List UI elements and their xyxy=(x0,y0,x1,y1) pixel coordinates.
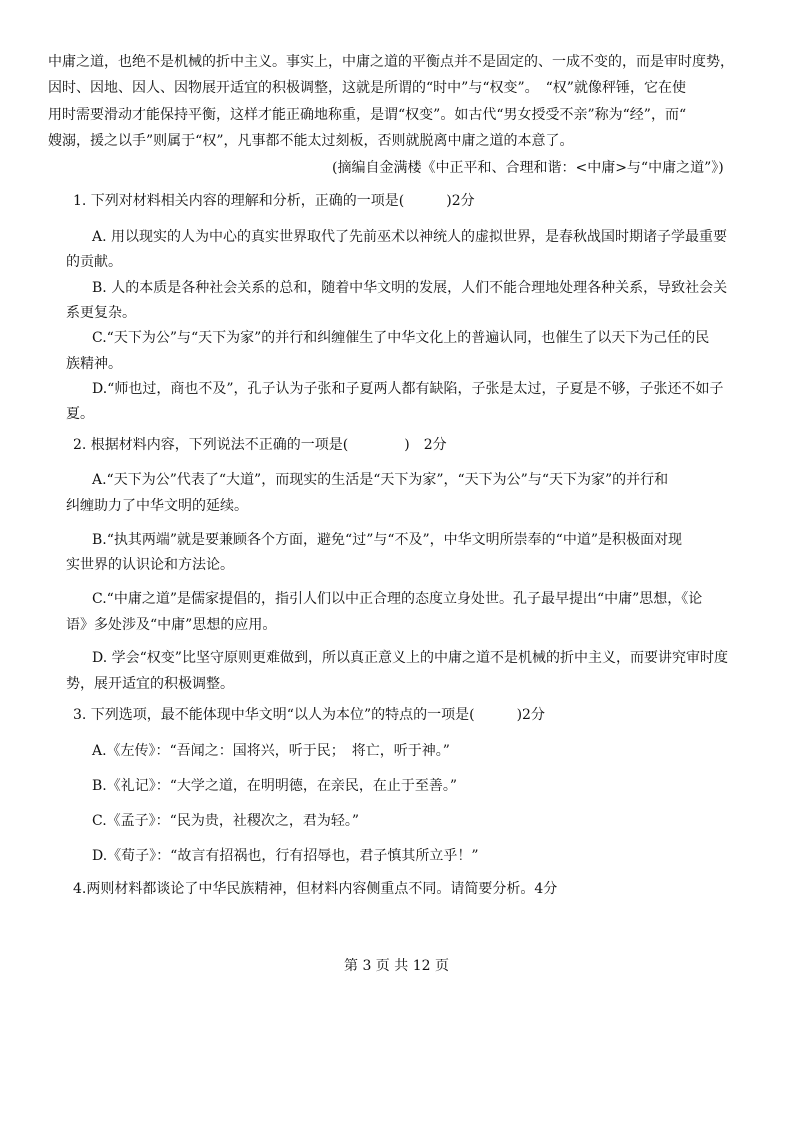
intro-line-1: 中庸之道，也绝不是机械的折中主义。事实上，中庸之道的平衡点并不是固定的、一成不变的，而是审时度势， xyxy=(48,54,734,70)
q1-option-a: A. 用以现实的人为中心的真实世界取代了先前巫术以神统人的虚拟世界，是春秋战国时期诸子学最重要 xyxy=(92,229,728,245)
q2-option-a-cont: 纠缠助力了中华文明的延续。 xyxy=(66,498,248,514)
question-3-stem: 3. 下列选项，最不能体现中华文明“以人为本位”的特点的一项是( )2分 xyxy=(73,707,545,723)
q1-option-c-cont: 族精神。 xyxy=(66,356,122,372)
q1-option-d: D.“师也过，商也不及”，孔子认为子张和子夏两人都有缺陷，子张是太过，子夏是不够，子张还不如子 xyxy=(92,381,724,397)
q2-option-c-cont: 语》多处涉及“中庸”思想的应用。 xyxy=(66,617,277,633)
question-4-stem: 4.两则材料都谈论了中华民族精神，但材料内容侧重点不同。请简要分析。4分 xyxy=(73,881,558,897)
q1-option-a-cont: 的贡献。 xyxy=(66,254,122,270)
q3-option-d: D.《荀子》：“故言有招祸也，行有招辱也，君子慎其所立乎！” xyxy=(92,848,479,864)
q1-option-b: B. 人的本质是各种社会关系的总和，随着中华文明的发展，人们不能合理地处理各种关系，导致社会关 xyxy=(92,280,728,296)
q2-option-b: B.“执其两端”就是要兼顾各个方面，避免“过”与“不及”，中华文明所崇奉的“中道”是积极面对现 xyxy=(92,532,682,548)
intro-line-2: 因时、因地、因人、因物展开适宜的积极调整，这就是所谓的“时中”与“权变”。 “权”就像秤锤，它在使 xyxy=(48,80,686,96)
q3-option-c: C.《孟子》：“民为贵，社稷次之，君为轻。” xyxy=(92,813,359,829)
q3-option-b: B.《礼记》：“大学之道，在明明德，在亲民，在止于至善。” xyxy=(92,778,458,794)
q1-option-d-cont: 夏。 xyxy=(66,406,94,422)
intro-line-3: 用时需要滑动才能保持平衡，这样才能正确地称重，是谓“权变”。如古代“男女授受不亲”称为“经”，而“ xyxy=(48,107,687,123)
q2-option-c: C.“中庸之道”是儒家提倡的，指引人们以中正合理的态度立身处世。孔子最早提出“中庸”思想，《论 xyxy=(92,591,703,607)
q1-option-b-cont: 系更复杂。 xyxy=(66,305,136,321)
q2-option-a: A.“天下为公”代表了“大道”，而现实的生活是“天下为家”，“天下为公”与“天下为家”的并行和 xyxy=(92,472,669,488)
source-citation: (摘编自金满楼《中正平和、合理和谐：<中庸>与“中庸之道”》) xyxy=(332,160,724,176)
q3-option-a: A.《左传》：“吾闻之：国将兴，听于民； 将亡，听于神。” xyxy=(92,743,450,759)
intro-line-4: 嫂溺，援之以手”则属于“权”，凡事都不能太过刻板，否则就脱离中庸之道的本意了。 xyxy=(48,133,574,149)
q2-option-d: D. 学会“权变”比坚守原则更难做到，所以真正意义上的中庸之道不是机械的折中主义，而要讲究审时度 xyxy=(92,650,728,666)
q1-option-c: C.“天下为公”与“天下为家”的并行和纠缠催生了中华文化上的普遍认同，也催生了以天下为己任的民 xyxy=(92,330,710,346)
question-1-stem: 1. 下列对材料相关内容的理解和分析，正确的一项是( )2分 xyxy=(73,193,475,209)
q2-option-d-cont: 势，展开适宜的积极调整。 xyxy=(66,676,234,692)
question-2-stem: 2. 根据材料内容，下列说法不正确的一项是( ) 2分 xyxy=(73,437,447,453)
page-number-footer: 第 3 页 共 12 页 xyxy=(344,958,449,974)
q2-option-b-cont: 实世界的认识论和方法论。 xyxy=(66,557,234,573)
